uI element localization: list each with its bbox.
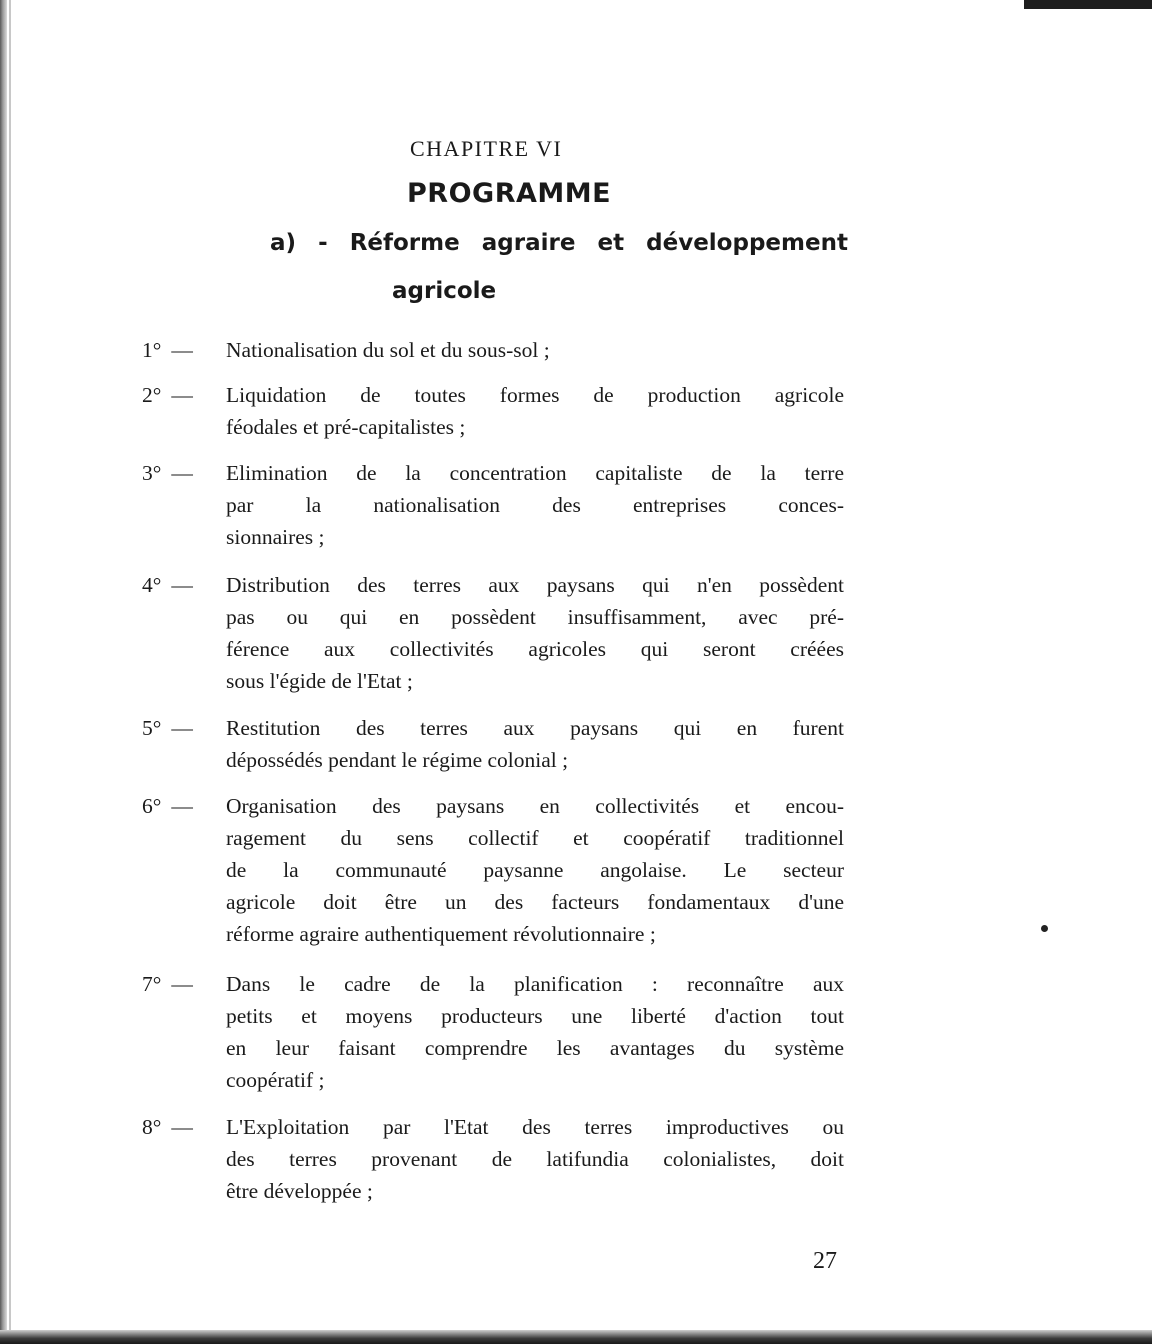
section-word: et <box>597 230 625 256</box>
item-number: 5° — <box>142 716 193 740</box>
item-number: 2° — <box>142 383 193 407</box>
item-line: féodales et pré-capitalistes ; <box>226 415 466 439</box>
item-line: de la communauté paysanne angolaise. Le secteur <box>226 858 844 882</box>
item-line: pas ou qui en possèdent insuffisamment, avec pré- <box>226 605 844 629</box>
section-dash: - <box>318 230 328 256</box>
item-line: sous l'égide de l'Etat ; <box>226 669 413 693</box>
item-line: Organisation des paysans en collectivités et encou- <box>226 794 844 818</box>
item-line: réforme agraire authentiquement révolutionnaire ; <box>226 922 656 946</box>
item-line: dépossédés pendant le régime colonial ; <box>226 748 569 772</box>
item-number: 7° — <box>142 972 193 996</box>
item-line: être développée ; <box>226 1179 373 1203</box>
item-line: L'Exploitation par l'Etat des terres improductives ou <box>226 1115 844 1139</box>
item-line: en leur faisant comprendre les avantages du système <box>226 1036 844 1060</box>
scan-left-edge <box>0 0 7 1330</box>
ink-speck <box>1041 925 1048 932</box>
item-number: 1° — <box>142 338 193 362</box>
scan-left-line <box>9 0 11 1330</box>
section-letter: a) <box>270 230 297 256</box>
item-line: Elimination de la concentration capitaliste de la terre <box>226 461 844 485</box>
item-line: des terres provenant de latifundia colonialistes, doit <box>226 1147 844 1171</box>
heading: PROGRAMME <box>407 178 612 209</box>
item-line: coopératif ; <box>226 1068 325 1092</box>
section-word: Réforme <box>349 230 460 256</box>
item-line: petits et moyens producteurs une liberté d'action tout <box>226 1004 844 1028</box>
item-line: Nationalisation du sol et du sous-sol ; <box>226 338 550 362</box>
chapter-title: CHAPITRE VI <box>410 136 563 161</box>
item-number: 8° — <box>142 1115 193 1139</box>
page-number: 27 <box>813 1248 837 1274</box>
section-word: agraire <box>481 230 576 256</box>
section-word: développement <box>646 230 848 256</box>
item-number: 4° — <box>142 573 193 597</box>
item-number: 3° — <box>142 461 193 485</box>
item-line: par la nationalisation des entreprises conces- <box>226 493 844 517</box>
item-line: Dans le cadre de la planification : reconnaître aux <box>226 972 844 996</box>
section-title-line-2: agricole <box>392 278 497 304</box>
item-number: 6° — <box>142 794 193 818</box>
item-line: agricole doit être un des facteurs fondamentaux d'une <box>226 890 844 914</box>
item-line: férence aux collectivités agricoles qui seront créées <box>226 637 844 661</box>
scan-top-right-mark <box>1024 0 1152 9</box>
scan-bottom-edge <box>0 1330 1152 1344</box>
item-line: sionnaires ; <box>226 525 325 549</box>
item-line: Restitution des terres aux paysans qui en furent <box>226 716 844 740</box>
section-title <box>270 230 848 256</box>
item-line: Liquidation de toutes formes de production agricole <box>226 383 844 407</box>
item-line: ragement du sens collectif et coopératif traditionnel <box>226 826 844 850</box>
item-line: Distribution des terres aux paysans qui n'en possèdent <box>226 573 844 597</box>
